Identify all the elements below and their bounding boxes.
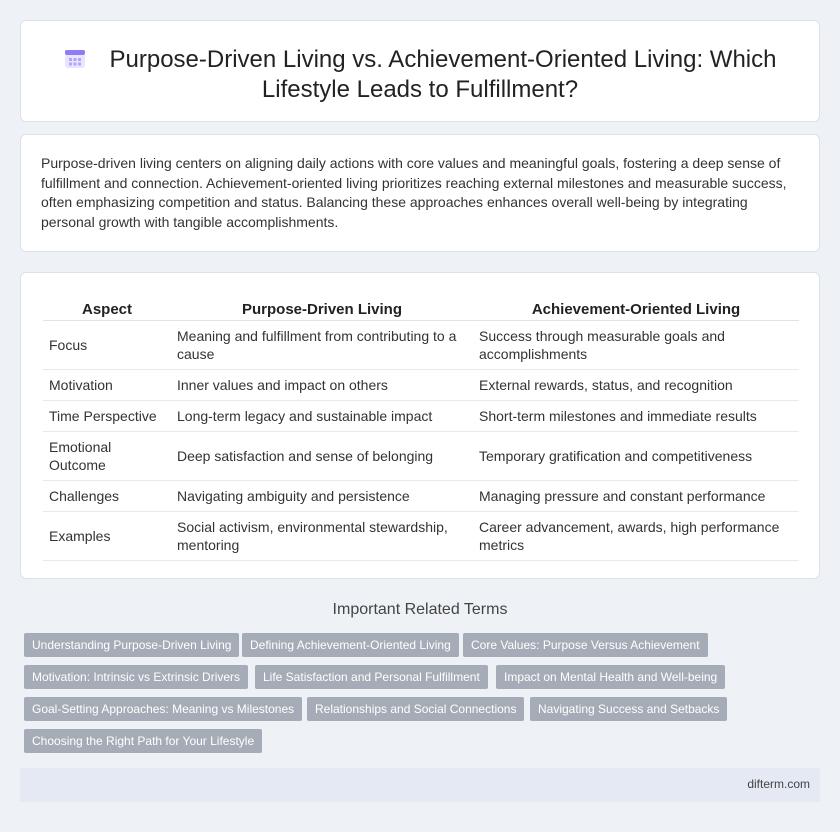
aspect-cell: Focus xyxy=(43,320,171,369)
related-term-chip[interactable]: Relationships and Social Connections xyxy=(307,697,524,721)
achievement-cell: Career advancement, awards, high performance metrics xyxy=(473,511,799,560)
footer-bar xyxy=(20,768,820,802)
intro-card xyxy=(20,134,820,252)
aspect-cell: Examples xyxy=(43,511,171,560)
related-term-chip[interactable]: Core Values: Purpose Versus Achievement xyxy=(463,633,708,657)
related-term-chip[interactable]: Understanding Purpose-Driven Living xyxy=(24,633,239,657)
related-term-chip[interactable]: Motivation: Intrinsic vs Extrinsic Drivers xyxy=(24,665,248,689)
achievement-cell: Temporary gratification and competitiveness xyxy=(473,431,799,480)
comparison-card xyxy=(20,272,820,579)
purpose-cell: Social activism, environmental stewardship, mentoring xyxy=(171,511,473,560)
related-term-chip[interactable]: Goal-Setting Approaches: Meaning vs Milestones xyxy=(24,697,302,721)
related-terms-heading: Important Related Terms xyxy=(332,601,508,618)
related-term-chip[interactable]: Choosing the Right Path for Your Lifestyle xyxy=(24,729,262,753)
table-row xyxy=(43,369,799,400)
header-achievement: Achievement-Oriented Living xyxy=(473,294,799,320)
calendar-icon xyxy=(64,47,86,69)
site-name[interactable]: difterm.com xyxy=(747,777,810,791)
table-row xyxy=(43,511,799,560)
title-card xyxy=(20,20,820,122)
header-purpose: Purpose-Driven Living xyxy=(171,294,473,320)
aspect-cell: Motivation xyxy=(43,369,171,400)
achievement-cell: External rewards, status, and recognition xyxy=(473,369,799,400)
table-row xyxy=(43,400,799,431)
purpose-cell: Long-term legacy and sustainable impact xyxy=(171,400,473,431)
table-row xyxy=(43,431,799,480)
purpose-cell: Deep satisfaction and sense of belonging xyxy=(171,431,473,480)
related-term-chip[interactable]: Navigating Success and Setbacks xyxy=(530,697,727,721)
purpose-cell: Inner values and impact on others xyxy=(171,369,473,400)
achievement-cell: Short-term milestones and immediate results xyxy=(473,400,799,431)
aspect-cell: Emotional Outcome xyxy=(43,431,171,480)
comparison-table xyxy=(43,294,799,561)
table-row xyxy=(43,320,799,369)
related-term-chip[interactable]: Life Satisfaction and Personal Fulfillment xyxy=(255,665,488,689)
table-header-row xyxy=(43,294,799,320)
related-term-chip[interactable]: Defining Achievement-Oriented Living xyxy=(242,633,459,657)
header-aspect: Aspect xyxy=(43,294,171,320)
table-row xyxy=(43,480,799,511)
purpose-cell: Navigating ambiguity and persistence xyxy=(171,480,473,511)
page-title: Purpose-Driven Living vs. Achievement-Oriented Living: Which Lifestyle Leads to Fulfillment? xyxy=(109,46,777,103)
intro-paragraph: Purpose-driven living centers on aligning daily actions with core values and meaningful goals, fostering a deep sense of fulfillment and connection. Achievement-oriented living prioritizes reaching external milestones and measurable success, often emphasizing competition and status. Balancing these approaches enhances overall well-being by integrating personal growth with tangible accomplishments. xyxy=(41,155,787,230)
achievement-cell: Managing pressure and constant performance xyxy=(473,480,799,511)
achievement-cell: Success through measurable goals and accomplishments xyxy=(473,320,799,369)
aspect-cell: Challenges xyxy=(43,480,171,511)
purpose-cell: Meaning and fulfillment from contributing to a cause xyxy=(171,320,473,369)
page-title-wrap xyxy=(21,45,819,105)
aspect-cell: Time Perspective xyxy=(43,400,171,431)
related-term-chip[interactable]: Impact on Mental Health and Well-being xyxy=(496,665,725,689)
